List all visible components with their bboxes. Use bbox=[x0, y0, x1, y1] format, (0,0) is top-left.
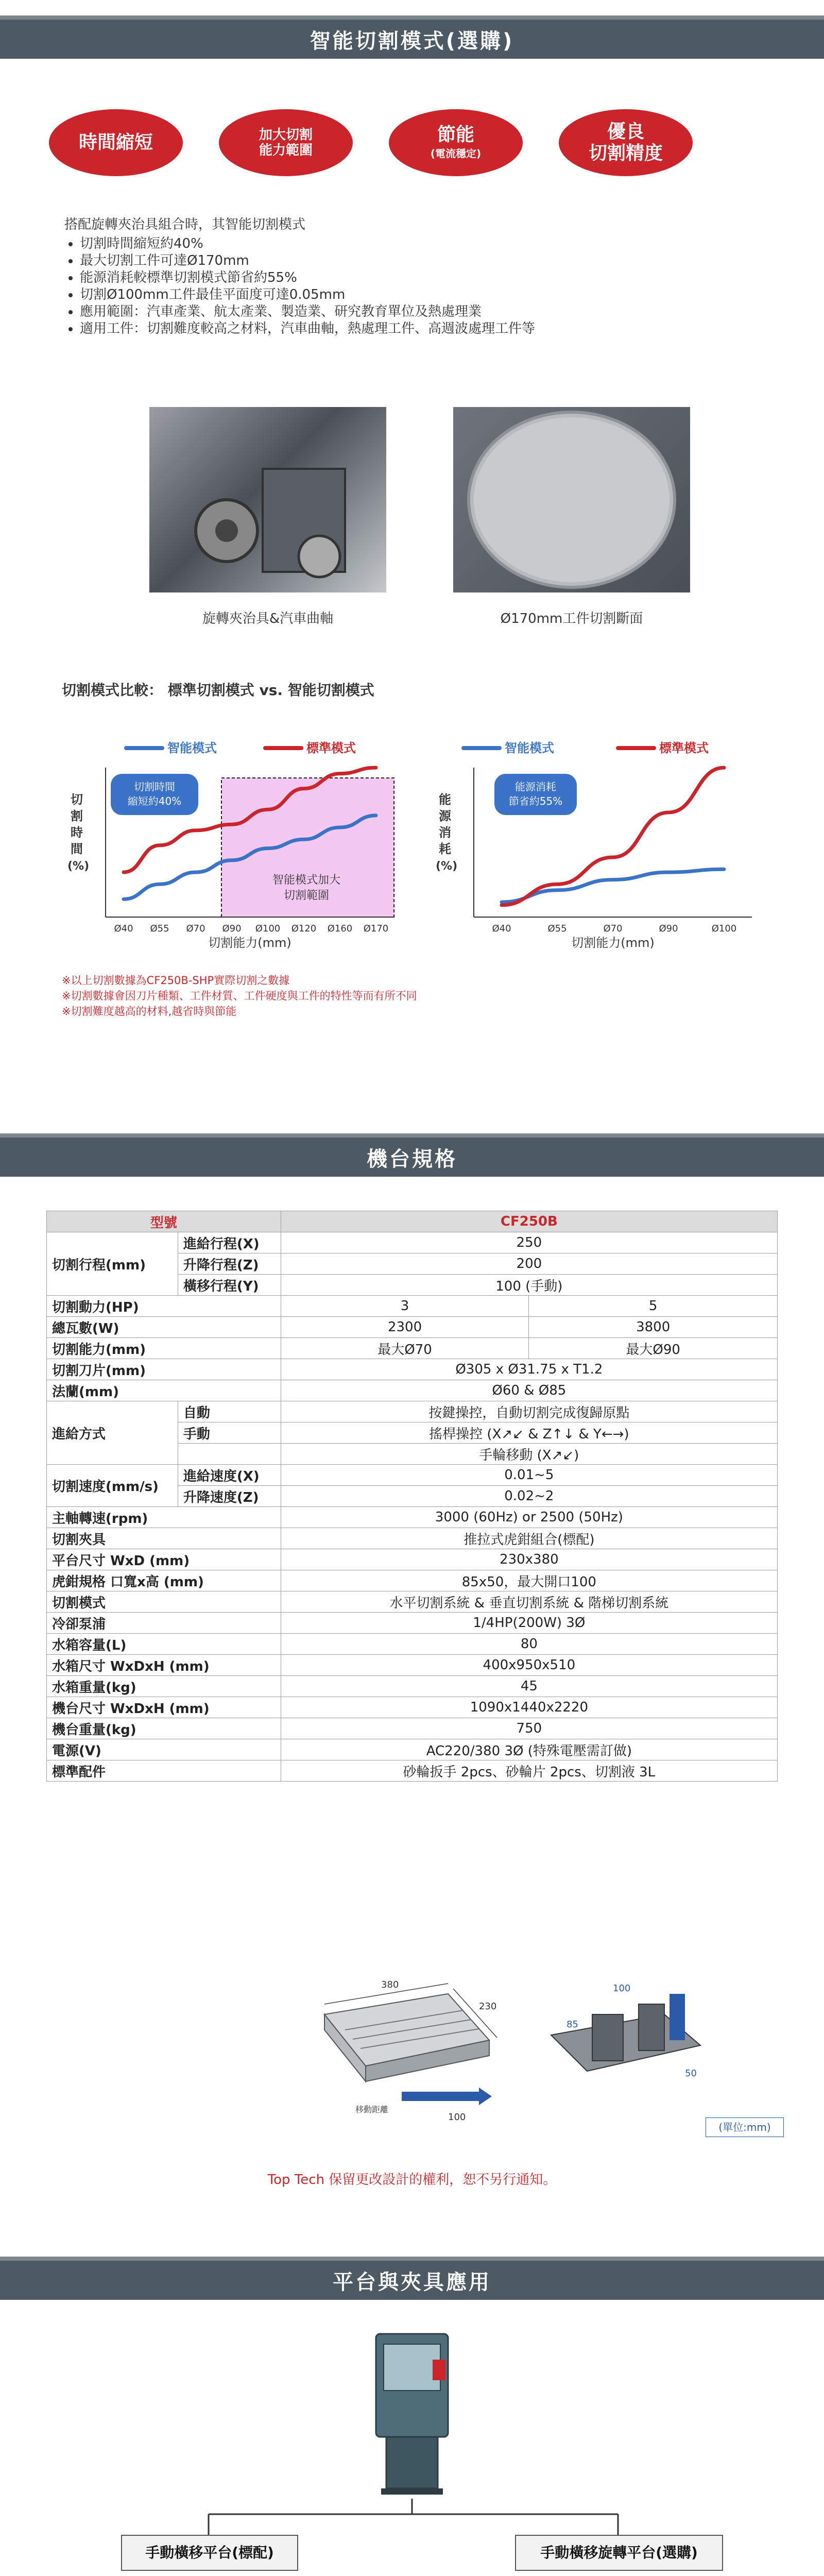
spec-row bbox=[47, 1528, 778, 1549]
legend-label: 智能模式 bbox=[167, 741, 217, 755]
spec-row bbox=[47, 1718, 778, 1739]
spec-cell: 最大Ø70 bbox=[281, 1338, 529, 1359]
section-title: 智能切割模式(選購) bbox=[310, 29, 514, 53]
x-tick-label: Ø40 bbox=[114, 923, 133, 934]
intro-bullet: • 最大切割工件可達Ø170mm bbox=[80, 252, 535, 269]
y-axis-label: 消 bbox=[439, 825, 451, 840]
spec-cell: 手動 bbox=[178, 1422, 281, 1444]
y-axis-label: (%) bbox=[436, 860, 458, 873]
spec-cell: 主軸轉速(rpm) bbox=[47, 1507, 281, 1528]
annotation-bubble bbox=[494, 774, 577, 815]
spec-model: CF250B bbox=[281, 1211, 777, 1232]
spec-cell: 冷卻泵浦 bbox=[47, 1613, 281, 1634]
spec-cell: 最大Ø90 bbox=[529, 1338, 778, 1359]
spec-cell: 進給方式 bbox=[47, 1401, 178, 1465]
spec-cell: 機台尺寸 WxDxH (mm) bbox=[47, 1697, 281, 1718]
spec-cell: 手輪移動 (X↗↙) bbox=[281, 1444, 777, 1465]
spec-cell: 0.01~5 bbox=[281, 1465, 777, 1486]
pill-line1: 時間縮短 bbox=[78, 132, 153, 153]
feature-pill-time bbox=[49, 109, 183, 176]
dim-label: 380 bbox=[381, 1979, 399, 1990]
left-photo-caption: 旋轉夾治具&汽車曲軸 bbox=[202, 611, 334, 626]
header-rotary-platform: 手動橫移旋轉平台(選購) bbox=[515, 2535, 723, 2571]
spec-cell: 水平切割系統 & 垂直切割系統 & 階梯切割系統 bbox=[281, 1591, 777, 1613]
x-tick-label: Ø100 bbox=[255, 923, 281, 934]
intro-bullet: • 能源消耗較標準切割模式節省約55% bbox=[80, 269, 535, 286]
spec-cell: 進給行程(X) bbox=[178, 1232, 281, 1253]
header-manual-platform: 手動橫移平台(標配) bbox=[121, 2535, 298, 2571]
spec-row bbox=[47, 1338, 778, 1359]
legend-label: 標準模式 bbox=[306, 741, 356, 755]
dim-label: 100 bbox=[448, 2112, 466, 2123]
spec-row bbox=[47, 1232, 778, 1253]
y-axis-label: 源 bbox=[439, 809, 451, 823]
spec-row bbox=[47, 1549, 778, 1570]
spec-row bbox=[47, 1401, 778, 1422]
spec-cell: 砂輪扳手 2pcs、砂輪片 2pcs、切割液 3L bbox=[281, 1760, 777, 1782]
section-banner-platform bbox=[0, 2257, 824, 2300]
intro-bullet: • 切割Ø100mm工件最佳平面度可達0.05mm bbox=[80, 286, 535, 303]
spec-row bbox=[47, 1591, 778, 1613]
pill-line2: 能力範圍 bbox=[259, 143, 313, 158]
spec-cell: 切割速度(mm/s) bbox=[47, 1465, 178, 1507]
x-tick-label: Ø70 bbox=[603, 923, 623, 934]
section-banner-smart-cut bbox=[0, 15, 824, 59]
banner-stripe bbox=[0, 1133, 824, 1138]
spec-cell: 切割刀片(mm) bbox=[47, 1359, 281, 1380]
y-axis-label: 能 bbox=[439, 792, 451, 807]
vise-drawing bbox=[536, 1973, 711, 2097]
pill-line1: 加大切割 bbox=[259, 127, 313, 143]
spec-cell: 電源(V) bbox=[47, 1739, 281, 1760]
spec-row bbox=[47, 1655, 778, 1676]
section-title: 機台規格 bbox=[367, 1147, 457, 1171]
rotary-fixture-photo bbox=[149, 407, 386, 592]
spec-cell: 切割行程(mm) bbox=[47, 1232, 178, 1296]
spec-cell: 切割動力(HP) bbox=[47, 1296, 281, 1317]
x-tick-label: Ø160 bbox=[327, 923, 353, 934]
spec-row bbox=[47, 1676, 778, 1697]
pill-line2: (電流穩定) bbox=[430, 147, 482, 160]
intro-lead: 搭配旋轉夾治具組合時，其智能切割模式 bbox=[64, 217, 306, 232]
legend-label: 標準模式 bbox=[659, 741, 709, 755]
y-axis-label: 切 bbox=[71, 792, 83, 807]
dim-label: 100 bbox=[613, 1983, 631, 1994]
annotation-text: 能源消耗 bbox=[515, 781, 556, 793]
spec-cell: Ø305 x Ø31.75 x T1.2 bbox=[281, 1359, 777, 1380]
compare-title: 切割模式比較： 標準切割模式 vs. 智能切割模式 bbox=[62, 682, 374, 699]
dim-label: 85 bbox=[566, 2019, 578, 2030]
note-line: ※切割數據會因刀片種類、工件材質、工件硬度與工件的特性等而有所不同 bbox=[62, 990, 417, 1002]
spec-cell: Ø60 & Ø85 bbox=[281, 1380, 777, 1401]
spec-row bbox=[47, 1359, 778, 1380]
spec-cell: 水箱容量(L) bbox=[47, 1634, 281, 1655]
spec-cell: 5 bbox=[529, 1296, 778, 1317]
y-axis-label: 耗 bbox=[439, 842, 451, 856]
y-axis-label: 間 bbox=[71, 842, 83, 856]
spec-cell: 80 bbox=[281, 1634, 777, 1655]
annotation-text: 智能模式加大 bbox=[272, 874, 341, 887]
spec-cell: 3800 bbox=[529, 1317, 778, 1338]
x-tick-label: Ø90 bbox=[659, 923, 678, 934]
spec-cell: 搖桿操控 (X↗↙ & Z↑↓ & Y←→) bbox=[281, 1422, 777, 1444]
spec-row bbox=[47, 1317, 778, 1338]
spec-cell: 切割能力(mm) bbox=[47, 1338, 281, 1359]
pill-line1: 節能 bbox=[437, 124, 474, 145]
annotation-text: 切割範圍 bbox=[283, 889, 330, 902]
spec-cell: 虎鉗規格 口寬x高 (mm) bbox=[47, 1570, 281, 1591]
x-tick-label: Ø120 bbox=[291, 923, 317, 934]
x-tick-label: Ø100 bbox=[711, 923, 737, 934]
spec-cell: 橫移行程(Y) bbox=[178, 1275, 281, 1296]
spec-row bbox=[47, 1613, 778, 1634]
feature-pill-energy bbox=[389, 109, 523, 176]
spec-body bbox=[47, 1232, 778, 1782]
platform-drawing-svg bbox=[294, 1973, 510, 2128]
spec-cell: 1090x1440x2220 bbox=[281, 1697, 777, 1718]
banner-stripe bbox=[0, 15, 824, 20]
spec-row bbox=[47, 1507, 778, 1528]
spec-row bbox=[47, 1380, 778, 1401]
banner-stripe bbox=[0, 2257, 824, 2261]
dim-label: 50 bbox=[685, 2068, 697, 2079]
legend-label: 智能模式 bbox=[505, 741, 554, 755]
y-axis-label: (%) bbox=[67, 860, 90, 873]
cut-time-chart bbox=[64, 737, 404, 953]
spec-cell: 總瓦數(W) bbox=[47, 1317, 281, 1338]
spec-cell: 進給速度(X) bbox=[178, 1465, 281, 1486]
section-title: 平台與夾具應用 bbox=[333, 2270, 491, 2294]
spec-cell: 400x950x510 bbox=[281, 1655, 777, 1676]
spec-cell: 3 bbox=[281, 1296, 529, 1317]
x-tick-label: Ø55 bbox=[547, 923, 567, 934]
spec-row bbox=[47, 1570, 778, 1591]
y-axis-label: 時 bbox=[71, 825, 83, 840]
platform-drawing bbox=[294, 1973, 510, 2128]
intro-bullet: • 適用工件：切割難度較高之材料，汽車曲軸，熱處理工件、高週波處理工件等 bbox=[80, 320, 535, 337]
spec-row bbox=[47, 1697, 778, 1718]
spec-model-label: 型號 bbox=[47, 1211, 281, 1232]
intro-bullet: • 切割時間縮短約40% bbox=[80, 235, 535, 252]
y-axis-label: 割 bbox=[71, 809, 83, 823]
spec-cell: 標準配件 bbox=[47, 1760, 281, 1782]
spec-header-row bbox=[47, 1211, 778, 1232]
spec-cell: 0.02~2 bbox=[281, 1486, 777, 1507]
x-tick-label: Ø70 bbox=[186, 923, 205, 934]
spec-cell: 法蘭(mm) bbox=[47, 1380, 281, 1401]
spec-cell: 3000 (60Hz) or 2500 (50Hz) bbox=[281, 1507, 777, 1528]
spec-cell: 切割夾具 bbox=[47, 1528, 281, 1549]
unit-label: (單位:mm) bbox=[706, 2117, 784, 2137]
tree-connector bbox=[0, 2499, 824, 2535]
spec-cell: 推拉式虎鉗組合(標配) bbox=[281, 1528, 777, 1549]
feature-pill-capacity bbox=[219, 109, 353, 176]
x-tick-label: Ø55 bbox=[150, 923, 169, 934]
x-tick-label: Ø90 bbox=[222, 923, 242, 934]
spec-table bbox=[46, 1211, 778, 1782]
x-tick-label: Ø170 bbox=[363, 923, 389, 934]
dim-label: 230 bbox=[479, 2001, 497, 2012]
spec-cell: 750 bbox=[281, 1718, 777, 1739]
spec-cell: 升降速度(Z) bbox=[178, 1486, 281, 1507]
pill-line1: 優良 bbox=[607, 121, 644, 142]
machine-icon bbox=[366, 2329, 458, 2499]
cut-disc-icon bbox=[453, 407, 690, 592]
spec-cell: 機台重量(kg) bbox=[47, 1718, 281, 1739]
spec-cell: 1/4HP(200W) 3Ø bbox=[281, 1613, 777, 1634]
spec-cell bbox=[178, 1444, 281, 1465]
spec-cell: 2300 bbox=[281, 1317, 529, 1338]
machine-image bbox=[366, 2329, 458, 2499]
x-axis-label: 切割能力(mm) bbox=[208, 936, 291, 950]
spec-cell: 45 bbox=[281, 1676, 777, 1697]
spec-cell: 按鍵操控，自動切割完成復歸原點 bbox=[281, 1401, 777, 1422]
spec-cell: 自動 bbox=[178, 1401, 281, 1422]
annotation-text: 縮短約40% bbox=[127, 795, 182, 807]
spec-cell: 250 bbox=[281, 1232, 777, 1253]
x-axis-label: 切割能力(mm) bbox=[571, 936, 655, 950]
spec-cell: 200 bbox=[281, 1253, 777, 1275]
disclaimer: Top Tech 保留更改設計的權利，恕不另行通知。 bbox=[267, 2172, 557, 2188]
crankshaft-icon bbox=[149, 407, 386, 592]
spec-row bbox=[47, 1634, 778, 1655]
spec-cell: 85x50，最大開口100 bbox=[281, 1570, 777, 1591]
vise-drawing-svg bbox=[536, 1973, 711, 2097]
intro-text bbox=[64, 216, 535, 337]
spec-cell: 100 (手動) bbox=[281, 1275, 777, 1296]
intro-bullet: • 應用範圍：汽車產業、航太產業、製造業、研究教育單位及熱處理業 bbox=[80, 303, 535, 320]
travel-label: 移動距離 bbox=[355, 2105, 389, 2114]
intro-bullets bbox=[64, 235, 535, 337]
x-tick-label: Ø40 bbox=[492, 923, 511, 934]
spec-cell: AC220/380 3Ø (特殊電壓需訂做) bbox=[281, 1739, 777, 1760]
cut-section-photo bbox=[453, 407, 690, 592]
pill-line2: 切割精度 bbox=[588, 143, 663, 164]
note-line: ※切割難度越高的材料,越省時與節能 bbox=[62, 1005, 237, 1018]
spec-cell: 水箱尺寸 WxDxH (mm) bbox=[47, 1655, 281, 1676]
note-line: ※以上切割數據為CF250B-SHP實際切割之數據 bbox=[62, 974, 290, 987]
spec-row bbox=[47, 1760, 778, 1782]
energy-chart bbox=[433, 737, 762, 953]
right-photo-caption: Ø170mm工件切割斷面 bbox=[500, 611, 643, 626]
annotation-text: 節省約55% bbox=[508, 795, 563, 807]
spec-cell: 切割模式 bbox=[47, 1591, 281, 1613]
spec-row bbox=[47, 1465, 778, 1486]
series-line bbox=[502, 869, 724, 902]
spec-cell: 升降行程(Z) bbox=[178, 1253, 281, 1275]
annotation-text: 切割時間 bbox=[134, 781, 175, 793]
feature-pill-precision bbox=[559, 109, 693, 176]
spec-cell: 230x380 bbox=[281, 1549, 777, 1570]
spec-row bbox=[47, 1296, 778, 1317]
spec-cell: 平台尺寸 WxD (mm) bbox=[47, 1549, 281, 1570]
annotation-bubble bbox=[111, 774, 198, 815]
spec-row bbox=[47, 1739, 778, 1760]
section-banner-spec bbox=[0, 1133, 824, 1177]
spec-cell: 水箱重量(kg) bbox=[47, 1676, 281, 1697]
